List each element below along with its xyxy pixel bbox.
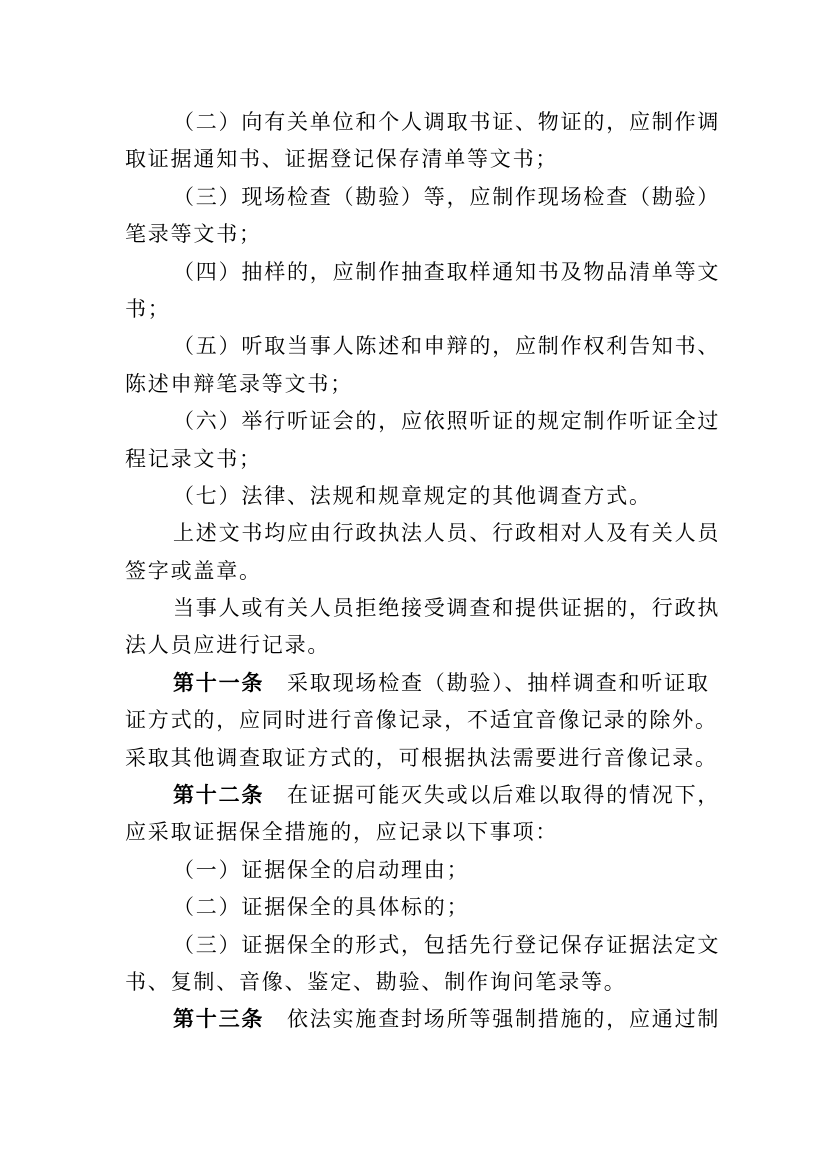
paragraph bbox=[125, 478, 725, 515]
paragraph bbox=[125, 104, 725, 179]
text-line: 书； bbox=[125, 296, 171, 321]
document-body bbox=[125, 104, 725, 1039]
paragraph bbox=[125, 515, 725, 590]
paragraph bbox=[125, 590, 725, 665]
paragraph bbox=[125, 1001, 725, 1038]
article-number: 第十三条 bbox=[173, 1007, 265, 1032]
text-line: 第十二条 在证据可能灭失或以后难以取得的情况下， bbox=[173, 783, 721, 808]
paragraph bbox=[125, 254, 725, 329]
paragraph bbox=[125, 777, 725, 852]
text-line: 签字或盖章。 bbox=[125, 558, 262, 583]
text-line: 第十三条 依法实施查封场所等强制措施的，应通过制 bbox=[173, 1007, 721, 1032]
text-line: 上述文书均应由行政执法人员、行政相对人及有关人员 bbox=[173, 521, 721, 546]
text-line: （一）证据保全的启动理由； bbox=[173, 857, 470, 882]
text-line: 陈述申辩笔录等文书； bbox=[125, 371, 353, 396]
text-line: 笔录等文书； bbox=[125, 222, 262, 247]
text-line: 程记录文书； bbox=[125, 446, 262, 471]
text-line: （三）现场检查（勘验）等，应制作现场检查（勘验） bbox=[173, 184, 721, 209]
article-number: 第十二条 bbox=[173, 783, 265, 808]
text-line: （三）证据保全的形式，包括先行登记保存证据法定文 bbox=[173, 932, 721, 957]
text-line: （二）证据保全的具体标的； bbox=[173, 895, 470, 920]
text-line: 当事人或有关人员拒绝接受调查和提供证据的，行政执 bbox=[173, 596, 721, 621]
text-line: 法人员应进行记录。 bbox=[125, 633, 331, 658]
text-line: （五）听取当事人陈述和申辩的，应制作权利告知书、 bbox=[173, 334, 721, 359]
paragraph bbox=[125, 665, 725, 777]
text-line: （四）抽样的，应制作抽查取样通知书及物品清单等文 bbox=[173, 259, 721, 284]
paragraph bbox=[125, 328, 725, 403]
paragraph bbox=[125, 852, 725, 889]
paragraph bbox=[125, 927, 725, 1002]
text-line: 采取其他调查取证方式的，可根据执法需要进行音像记录。 bbox=[125, 745, 718, 770]
text-line: 书、复制、音像、鉴定、勘验、制作询问笔录等。 bbox=[125, 969, 627, 994]
text-line: 取证据通知书、证据登记保存清单等文书； bbox=[125, 147, 559, 172]
paragraph bbox=[125, 179, 725, 254]
text-line: 第十一条 采取现场检查（勘验）、抽样调查和听证取 bbox=[173, 670, 710, 695]
paragraph bbox=[125, 889, 725, 926]
text-line: （二）向有关单位和个人调取书证、物证的，应制作调 bbox=[173, 110, 721, 134]
text-line: （六）举行听证会的，应依照听证的规定制作听证全过 bbox=[173, 409, 721, 434]
text-line: （七）法律、法规和规章规定的其他调查方式。 bbox=[173, 483, 652, 508]
text-line: 证方式的，应同时进行音像记录，不适宜音像记录的除外。 bbox=[125, 708, 718, 733]
paragraph bbox=[125, 403, 725, 478]
text-line: 应采取证据保全措施的，应记录以下事项： bbox=[125, 820, 559, 845]
article-number: 第十一条 bbox=[173, 670, 265, 695]
